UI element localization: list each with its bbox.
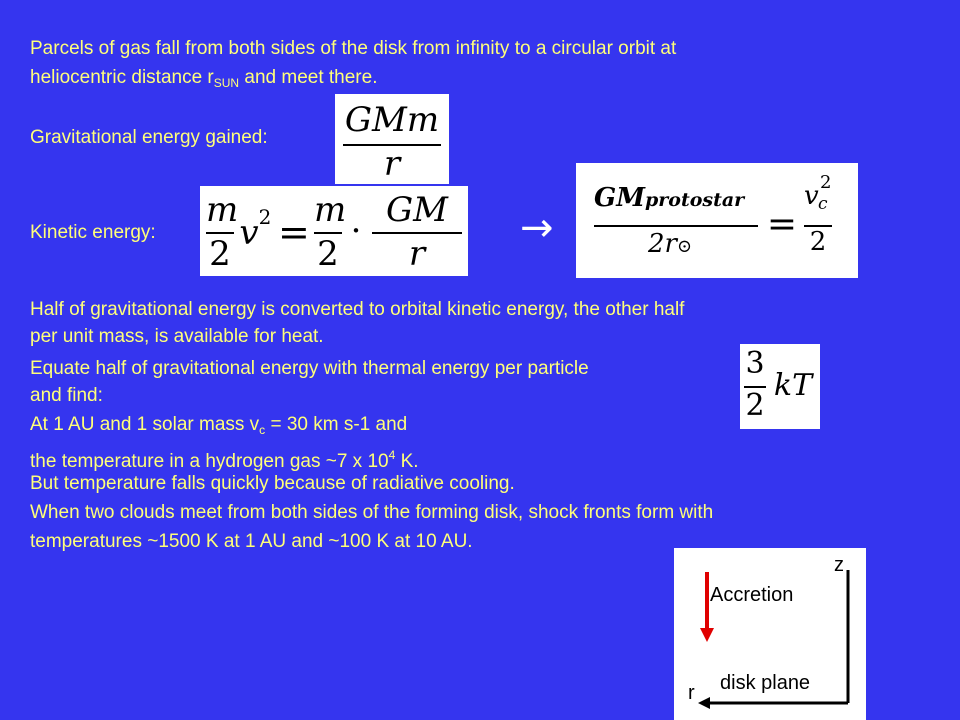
thermal-num: 3: [745, 346, 765, 381]
orbit-numerator: [594, 183, 744, 215]
orbit-equals: =: [766, 204, 798, 245]
text-line-2-pre: heliocentric distance r: [30, 67, 214, 88]
orbit-den-text: 2r: [648, 229, 677, 259]
sun-symbol-icon: ⊙: [676, 236, 693, 257]
right-arrow-icon: →: [520, 205, 554, 251]
para-line-6-post: K.: [395, 451, 419, 472]
r-axis-label: r: [688, 682, 695, 704]
sun-subscript: SUN: [213, 76, 240, 90]
para-line-7: But temperature falls quickly because of radiative cooling.: [30, 473, 515, 494]
orbit-rhs-exp: 2: [820, 172, 832, 193]
vc-subscript: c: [259, 423, 266, 437]
exp-superscript: 4: [388, 448, 396, 462]
orbit-rhs-den: 2: [809, 227, 827, 257]
orbit-denominator: [648, 229, 692, 262]
para-line-5-pre: At 1 AU and 1 solar mass v: [30, 414, 260, 435]
text-line-2: [30, 65, 377, 96]
thermal-kT: kT: [773, 368, 813, 403]
orbit-num-sub: protostar: [644, 189, 745, 211]
kin-v: v: [239, 213, 259, 253]
para-line-3: Equate half of gravitational energy with thermal energy per particle: [30, 358, 589, 379]
grav-energy-label: Gravitational energy gained:: [30, 127, 268, 148]
orbit-rhs-sub: c: [818, 194, 828, 214]
disk-plane-label: disk plane: [720, 672, 811, 694]
r-axis-arrowhead-icon: [698, 697, 710, 709]
accretion-label: Accretion: [710, 584, 794, 606]
kin-dot: ·: [350, 211, 362, 251]
accretion-diagram: [674, 548, 866, 720]
kinetic-equation-box: [200, 186, 468, 276]
kin-equals: =: [278, 210, 310, 254]
kin-c-den: r: [408, 234, 426, 274]
para-line-6-pre: the temperature in a hydrogen gas ~7 x 10: [30, 451, 389, 472]
kin-b-den: 2: [317, 234, 339, 274]
kin-a-den: 2: [209, 234, 231, 274]
kin-v-exp: 2: [258, 205, 272, 229]
para-line-1: Half of gravitational energy is converted to orbital kinetic energy, the other half: [30, 299, 685, 320]
para-line-4: and find:: [30, 385, 103, 406]
orbit-rhs-v: v: [804, 181, 819, 211]
kin-a-num: m: [206, 190, 239, 230]
para-line-8: When two clouds meet from both sides of the forming disk, shock fronts form with: [30, 502, 714, 523]
z-axis-label: z: [834, 554, 844, 576]
para-line-5-post: = 30 km s-1 and: [265, 414, 408, 435]
para-line-2: per unit mass, is available for heat.: [30, 326, 324, 347]
thermal-equation-box: [740, 344, 820, 429]
kinetic-energy-label: Kinetic energy:: [30, 222, 156, 243]
kin-c-num: GM: [386, 190, 448, 230]
para-line-5: [30, 412, 407, 443]
orbit-rhs-num: [804, 172, 832, 214]
para-line-9: temperatures ~1500 K at 1 AU and ~100 K at 10 AU.: [30, 531, 473, 552]
orbit-equation-box: [576, 163, 858, 278]
orbit-num-main: GM: [594, 183, 645, 213]
accretion-arrow-head-icon: [700, 628, 714, 642]
text-line-2-post: and meet there.: [239, 67, 378, 88]
thermal-den: 2: [745, 388, 765, 423]
orbit-bar-left: [594, 225, 758, 227]
grav-equation-box: [335, 94, 449, 184]
kin-b-num: m: [314, 190, 347, 230]
grav-denominator: r: [383, 144, 401, 184]
grav-numerator: GMm: [344, 100, 440, 140]
text-line-1: Parcels of gas fall from both sides of the disk from infinity to a circular orbit at: [30, 38, 677, 59]
